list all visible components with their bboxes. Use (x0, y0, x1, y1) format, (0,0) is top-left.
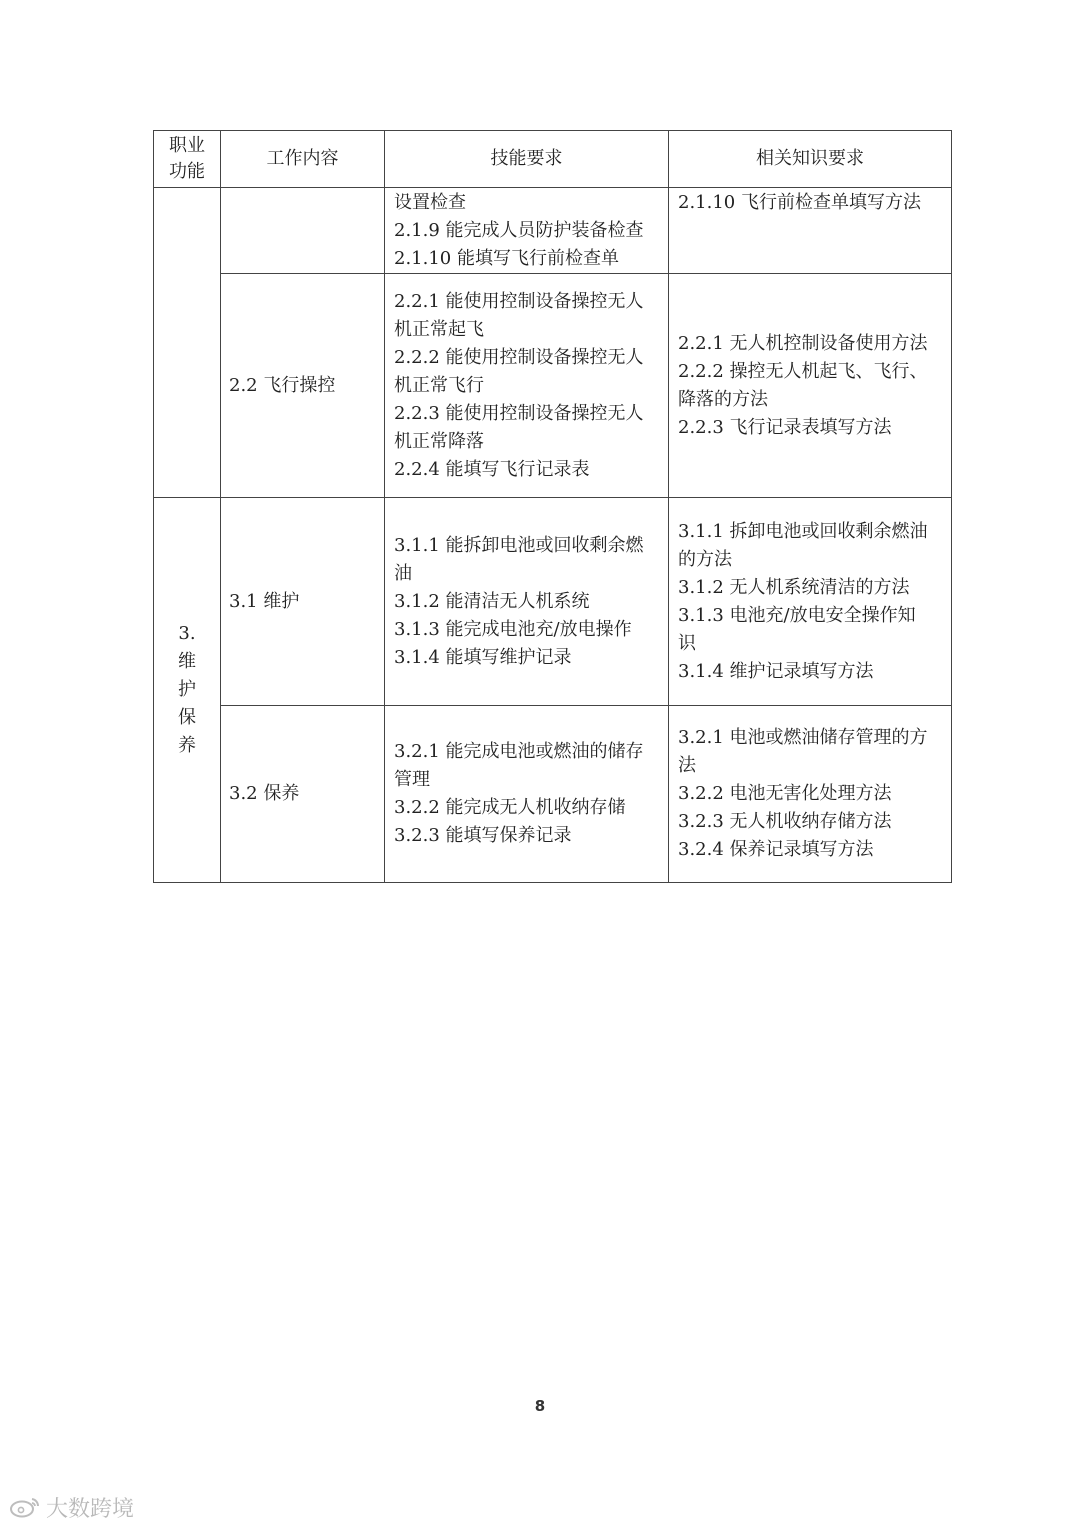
occupation-standard-table (153, 130, 952, 883)
work-content-cell: 2.2 飞行操控 (221, 274, 385, 498)
knowledge-line: 3.1.4 维护记录填写方法 (678, 660, 874, 682)
header-func-line: 功能 (169, 161, 205, 182)
knowledge-cell (669, 706, 952, 883)
skill-line: 3.2.3 能填写保养记录 (394, 825, 572, 846)
knowledge-line: 法 (678, 755, 696, 776)
header-work-content: 工作内容 (221, 131, 385, 188)
knowledge-line: 3.1.1 拆卸电池或回收剩余燃油 (678, 520, 928, 542)
skill-line: 2.1.9 能完成人员防护装备检查 (394, 220, 644, 241)
skill-line: 管理 (394, 769, 430, 790)
occupation-function-cell (154, 498, 221, 883)
skill-line: 机正常降落 (394, 430, 484, 452)
header-occupation-function (154, 131, 221, 188)
skill-cell (385, 706, 669, 883)
skill-line: 机正常飞行 (394, 374, 484, 396)
func-char: 护 (178, 679, 196, 700)
func-char: 养 (178, 735, 196, 756)
occupation-function-cell (154, 188, 221, 498)
table-row (154, 498, 952, 706)
weibo-logo-icon (8, 1496, 42, 1518)
knowledge-line: 3.2.1 电池或燃油储存管理的方 (678, 727, 928, 748)
skill-cell (385, 274, 669, 498)
table-row (154, 188, 952, 274)
func-char: 维 (178, 651, 196, 672)
skill-line: 油 (394, 562, 412, 584)
knowledge-line: 2.2.2 操控无人机起飞、飞行、 (678, 360, 928, 382)
header-skill-requirements: 技能要求 (385, 131, 669, 188)
skill-line: 2.2.1 能使用控制设备操控无人 (394, 290, 644, 312)
knowledge-line: 3.1.3 电池充/放电安全操作知 (678, 604, 916, 626)
knowledge-cell (669, 188, 952, 274)
table-row (154, 274, 952, 498)
skill-line: 3.1.2 能清洁无人机系统 (394, 590, 590, 612)
skill-cell (385, 188, 669, 274)
knowledge-line: 3.2.3 无人机收纳存储方法 (678, 811, 892, 832)
skill-line: 设置检查 (394, 192, 466, 213)
knowledge-line: 2.1.10 飞行前检查单填写方法 (678, 192, 921, 213)
knowledge-cell (669, 498, 952, 706)
skill-line: 2.1.10 能填写飞行前检查单 (394, 248, 619, 269)
knowledge-line: 的方法 (678, 548, 732, 570)
knowledge-line: 2.2.3 飞行记录表填写方法 (678, 416, 892, 438)
skill-line: 2.2.2 能使用控制设备操控无人 (394, 346, 644, 368)
work-content-cell: 3.1 维护 (221, 498, 385, 706)
watermark-text: 大数跨境 (46, 1496, 135, 1522)
knowledge-line: 3.2.2 电池无害化处理方法 (678, 783, 892, 804)
func-char: 3. (178, 623, 196, 644)
table-row (154, 706, 952, 883)
knowledge-cell (669, 274, 952, 498)
skill-line: 3.1.4 能填写维护记录 (394, 646, 572, 668)
watermark (8, 1492, 134, 1522)
header-func-line: 职业 (169, 135, 205, 156)
skill-line: 3.2.1 能完成电池或燃油的储存 (394, 741, 644, 762)
skill-line: 3.1.3 能完成电池充/放电操作 (394, 618, 632, 640)
skill-line: 3.1.1 能拆卸电池或回收剩余燃 (394, 534, 644, 556)
table-header-row (154, 131, 952, 188)
skill-line: 机正常起飞 (394, 318, 484, 340)
knowledge-line: 2.2.1 无人机控制设备使用方法 (678, 332, 928, 354)
skill-cell (385, 498, 669, 706)
page-number: 8 (534, 1397, 546, 1415)
func-char: 保 (178, 707, 196, 728)
work-content-cell (221, 188, 385, 274)
header-knowledge-requirements: 相关知识要求 (669, 131, 952, 188)
work-content-cell: 3.2 保养 (221, 706, 385, 883)
knowledge-line: 降落的方法 (678, 388, 768, 410)
skill-line: 3.2.2 能完成无人机收纳存储 (394, 797, 626, 818)
knowledge-line: 3.1.2 无人机系统清洁的方法 (678, 576, 910, 598)
knowledge-line: 识 (678, 632, 696, 654)
knowledge-line: 3.2.4 保养记录填写方法 (678, 839, 874, 860)
skill-line: 2.2.3 能使用控制设备操控无人 (394, 402, 644, 424)
skill-line: 2.2.4 能填写飞行记录表 (394, 458, 590, 480)
